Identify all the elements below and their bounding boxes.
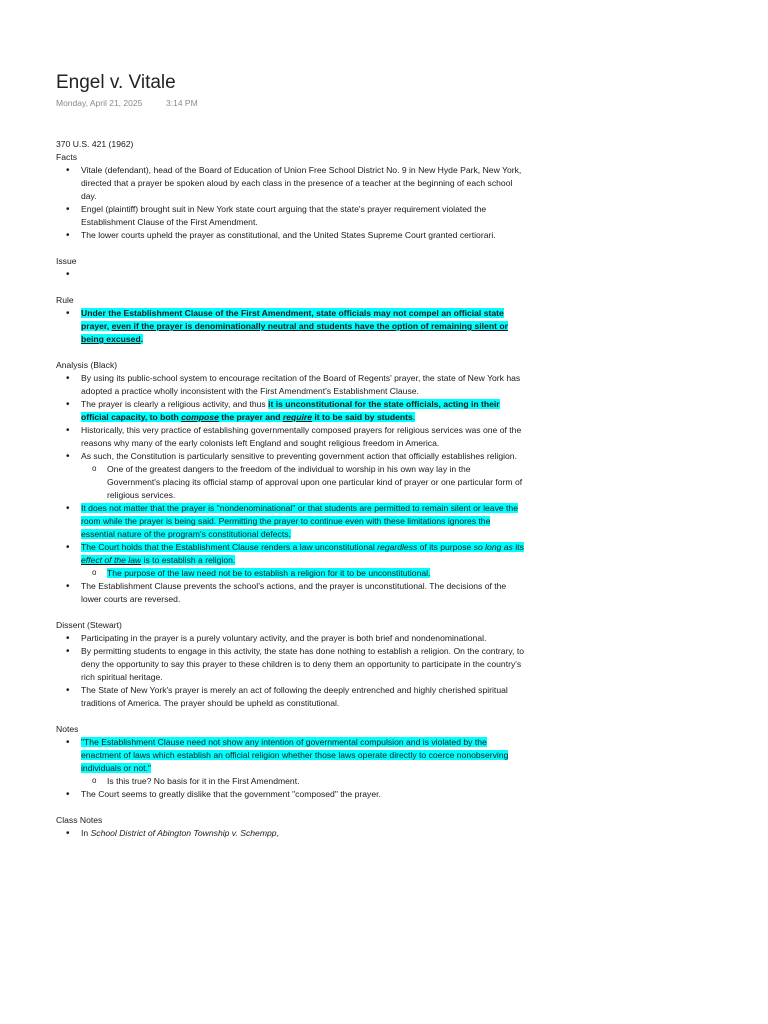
list-item: • Engel (plaintiff) brought suit in New York state court arguing that the state's prayer requirement violated the Establishment Clause of the First Amendment. [81, 203, 526, 229]
note-body [56, 138, 526, 840]
list-item [81, 541, 526, 580]
list-item: • The lower courts upheld the prayer as constitutional, and the United States Supreme Court granted certiorari. [81, 229, 526, 242]
list-item [107, 567, 526, 580]
list-item [81, 502, 526, 541]
rule-text-a: Under the Establishment Clause of the First Amendment, state officials may not compel an official state prayer, [81, 308, 504, 331]
notes-heading: Notes [56, 724, 79, 734]
analysis-sublist [81, 567, 526, 580]
class-notes-list [56, 827, 526, 840]
dissent-list [56, 632, 526, 710]
analysis-item6-regardless: regardless [377, 542, 418, 552]
list-item: • By permitting students to engage in this activity, the state has done nothing to establish a religion. On the contrary, to deny the opportunity to say this prayer to these children is to deny them an opportunity to participate in the country's rich spiritual heritage. [81, 645, 526, 684]
analysis-item2-period: . [412, 412, 416, 422]
analysis-item6-d: is to establish a religion. [141, 555, 236, 565]
rule-heading: Rule [56, 295, 74, 305]
facts-heading: Facts [56, 152, 78, 162]
class-notes-prefix: In [81, 828, 91, 838]
analysis-item2-end: it to be said by students [312, 412, 413, 422]
class-notes-heading: Class Notes [56, 815, 103, 825]
dissent-heading: Dissent (Stewart) [56, 620, 122, 630]
rule-text-b: even if the prayer is denominationally neutral and students have the option of remaining silent or being excused [81, 321, 508, 344]
notes-quote: "The Establishment Clause need not show any intention of governmental compulsion and is violated by the enactment of laws which establish an official religion whether those laws operate directly to coerce nonobserving individuals or not." [81, 737, 509, 773]
analysis-item6-sub-text: The purpose of the law need not be to establish a religion for it to be unconstitutional. [107, 568, 431, 578]
list-item: • The Establishment Clause prevents the school's actions, and the prayer is unconstitutional. The decisions of the lower courts are reversed. [81, 580, 526, 606]
list-item: • Participating in the prayer is a purely voluntary activity, and the prayer is both brief and nondenominational. [81, 632, 526, 645]
notes-list [56, 736, 526, 801]
list-item [81, 736, 526, 788]
analysis-item4-text: As such, the Constitution is particularly sensitive to preventing government action that officially establishes religion. [81, 451, 517, 461]
list-item: • The State of New York's prayer is merely an act of following the deeply entrenched and highly cherished spiritual traditions of America. The prayer should be upheld as constitutional. [81, 684, 526, 710]
issue-heading: Issue [56, 256, 77, 266]
list-item: • The Court seems to greatly dislike that the government "composed" the prayer. [81, 788, 526, 801]
list-item: • Historically, this very practice of establishing governmentally composed prayers for religious services was one of the reasons why many of the early colonists left England and sought religious freedom in America. [81, 424, 526, 450]
analysis-item6-b: of its purpose [417, 542, 474, 552]
rule-list [56, 307, 526, 346]
analysis-item6-c: its [512, 542, 524, 552]
list-item: o One of the greatest dangers to the freedom of the individual to worship in his own way lay in the Government's placing its official stamp of approval upon one particular kind of prayer or one particular form of religious services. [107, 463, 526, 502]
analysis-item2-compose: compose [181, 412, 219, 422]
page-time: 3:14 PM [166, 98, 198, 108]
analysis-heading: Analysis (Black) [56, 360, 118, 370]
page-date: Monday, April 21, 2025 [56, 98, 143, 108]
rule-text-c: . [140, 334, 144, 344]
class-notes-case: School District of Abington Township v. Schempp [90, 828, 277, 838]
list-item [81, 450, 526, 502]
analysis-list [56, 372, 526, 606]
analysis-item6-effect: effect of the law [81, 555, 142, 565]
list-item [81, 268, 526, 281]
issue-list [56, 268, 526, 281]
list-item: • By using its public-school system to encourage recitation of the Board of Regents' prayer, the state of New York has adopted a practice wholly inconsistent with the First Amendment's Establishment Clause. [81, 372, 526, 398]
list-item: o Is this true? No basis for it in the First Amendment. [107, 775, 526, 788]
facts-list [56, 164, 526, 242]
page-title: Engel v. Vitale [56, 72, 176, 93]
list-item [81, 307, 526, 346]
list-item [81, 827, 526, 840]
analysis-item6-solong: so long as [473, 542, 513, 552]
citation: 370 U.S. 421 (1962) [56, 139, 134, 149]
list-item: • Vitale (defendant), head of the Board of Education of Union Free School District No. 9 in New Hyde Park, New York, directed that a prayer be spoken aloud by each class in the presence of a teacher at the beginning of each school day. [81, 164, 526, 203]
notes-sublist [81, 775, 526, 788]
list-item [81, 398, 526, 424]
analysis-item2-mid: the prayer and [218, 412, 283, 422]
class-notes-suffix: , [276, 828, 279, 838]
analysis-item5-text: It does not matter that the prayer is "nondenominational" or that students are permitted to remain silent or leave the room while the prayer is being said. Permitting the prayer to continue even with these limitations ignores the essential nature of the program's constitutional defects. [81, 503, 518, 539]
analysis-item2-hl: it is unconstitutional for the state officials, acting in their official capacity, to both [81, 399, 500, 422]
page-meta [56, 98, 526, 110]
analysis-item2-plain: The prayer is clearly a religious activity, and thus [81, 399, 269, 409]
analysis-sublist [81, 463, 526, 502]
analysis-item2-require: require [282, 412, 312, 422]
note-page [56, 70, 526, 840]
analysis-item6-a: The Court holds that the Establishment Clause renders a law unconstitutional [81, 542, 378, 552]
